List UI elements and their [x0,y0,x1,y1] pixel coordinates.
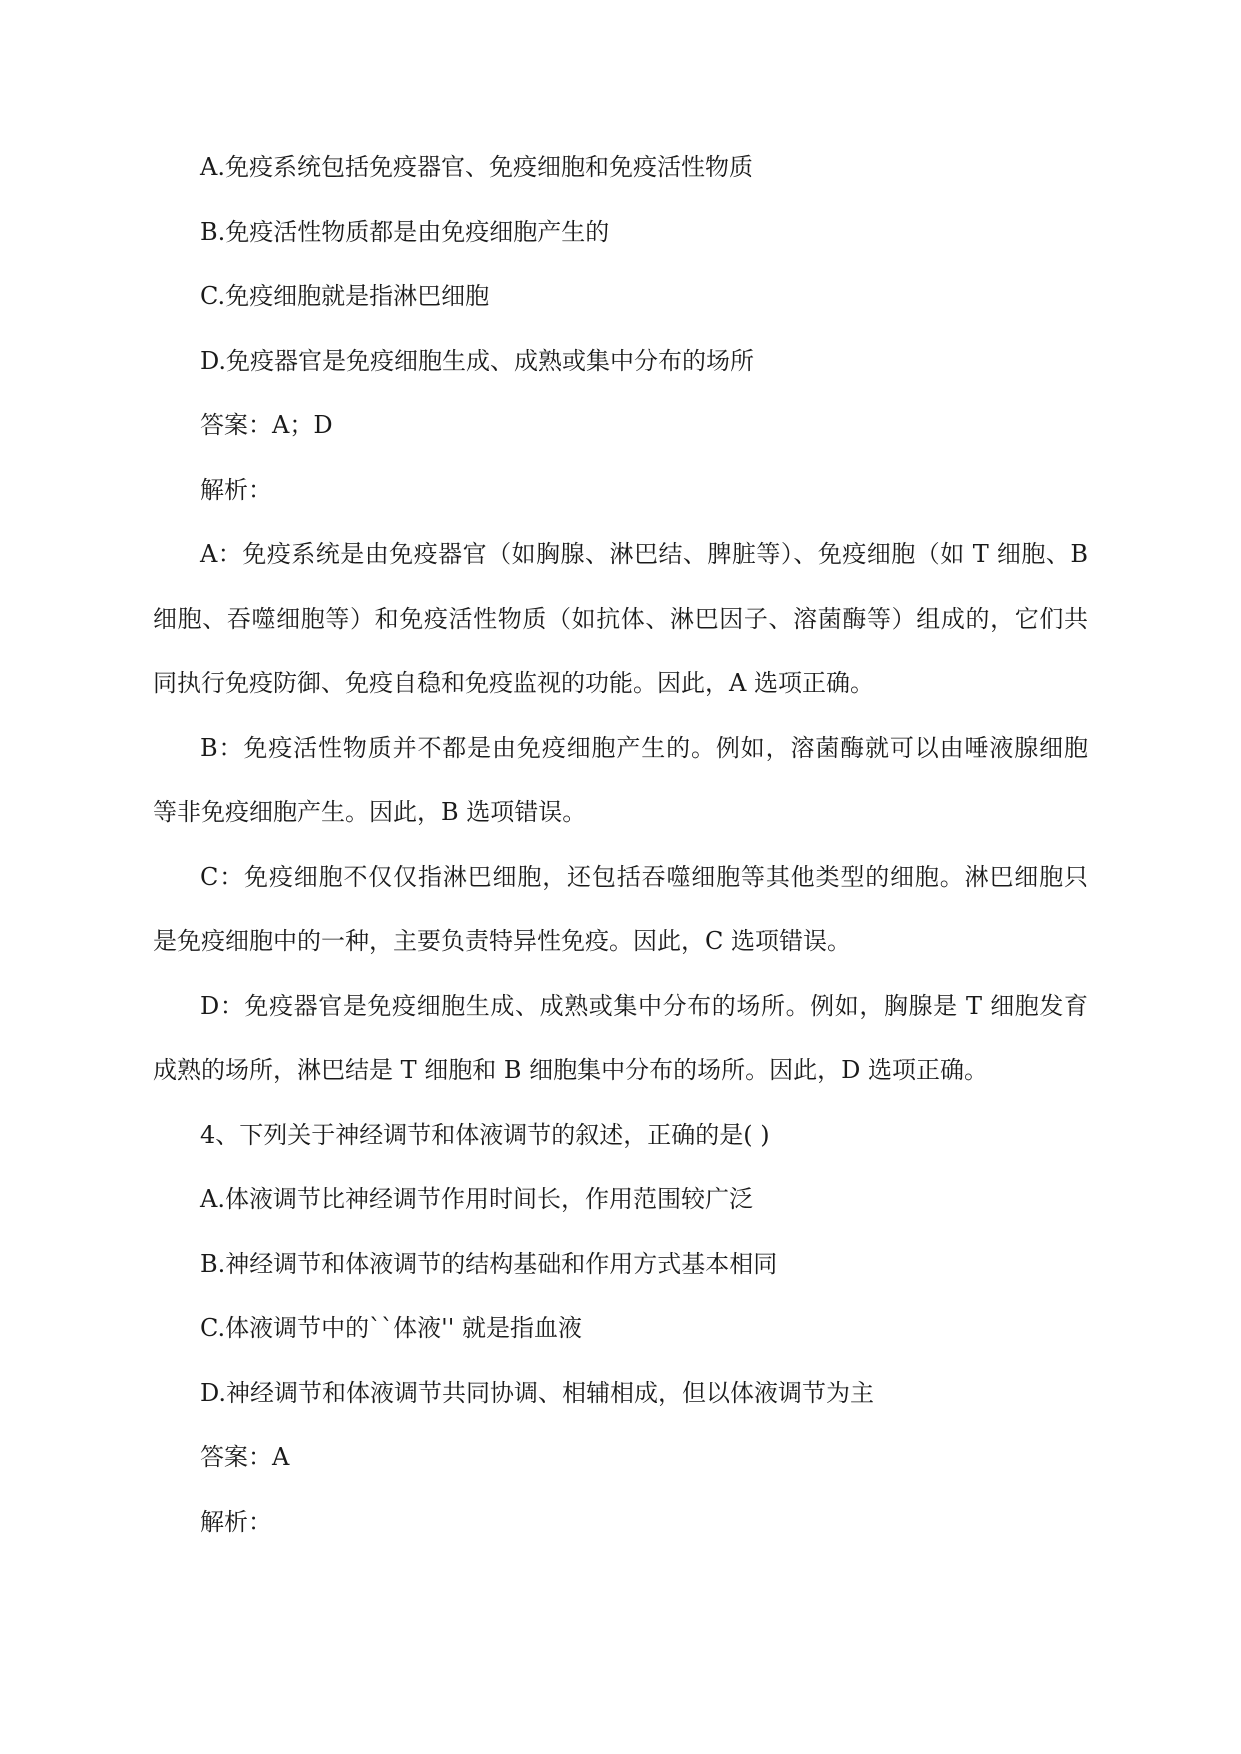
q4-stem: 4、下列关于神经调节和体液调节的叙述，正确的是( ) [200,1121,770,1149]
q3-analysis-c-line2: 是免疫细胞中的一种，主要负责特异性免疫。因此，C 选项错误。 [153,927,851,955]
q3-option-b: B.免疫活性物质都是由免疫细胞产生的 [200,218,610,246]
q3-option-c: C.免疫细胞就是指淋巴细胞 [200,282,490,310]
q3-analysis-b-line2: 等非免疫细胞产生。因此，B 选项错误。 [153,798,587,826]
q3-answer: 答案：A；D [200,411,333,439]
q3-option-a: A.免疫系统包括免疫器官、免疫细胞和免疫活性物质 [200,153,753,181]
q4-option-b: B.神经调节和体液调节的结构基础和作用方式基本相同 [200,1250,778,1278]
q4-option-d: D.神经调节和体液调节共同协调、相辅相成，但以体液调节为主 [200,1379,875,1407]
q4-option-a: A.体液调节比神经调节作用时间长，作用范围较广泛 [200,1185,753,1213]
q3-analysis-a-line3: 同执行免疫防御、免疫自稳和免疫监视的功能。因此，A 选项正确。 [153,669,874,697]
q3-analysis-d-line1: D：免疫器官是免疫细胞生成、成熟或集中分布的场所。例如，胸腺是 T 细胞发育 [200,992,1088,1020]
q3-analysis-a-line1: A：免疫系统是由免疫器官（如胸腺、淋巴结、脾脏等）、免疫细胞（如 T 细胞、B [200,540,1088,568]
q4-answer: 答案：A [200,1443,290,1471]
q3-analysis-c-line1: C：免疫细胞不仅仅指淋巴细胞，还包括吞噬细胞等其他类型的细胞。淋巴细胞只 [200,863,1088,891]
q3-option-d: D.免疫器官是免疫细胞生成、成熟或集中分布的场所 [200,347,755,375]
q3-analysis-d-line2: 成熟的场所，淋巴结是 T 细胞和 B 细胞集中分布的场所。因此，D 选项正确。 [153,1056,989,1084]
q4-analysis-label: 解析： [200,1508,272,1536]
q3-analysis-a-line2: 细胞、吞噬细胞等）和免疫活性物质（如抗体、淋巴因子、溶菌酶等）组成的，它们共 [153,605,1088,633]
q4-option-c: C.体液调节中的``体液'' 就是指血液 [200,1314,582,1342]
q3-analysis-label: 解析： [200,476,272,504]
q3-analysis-b-line1: B：免疫活性物质并不都是由免疫细胞产生的。例如，溶菌酶就可以由唾液腺细胞 [200,734,1088,762]
